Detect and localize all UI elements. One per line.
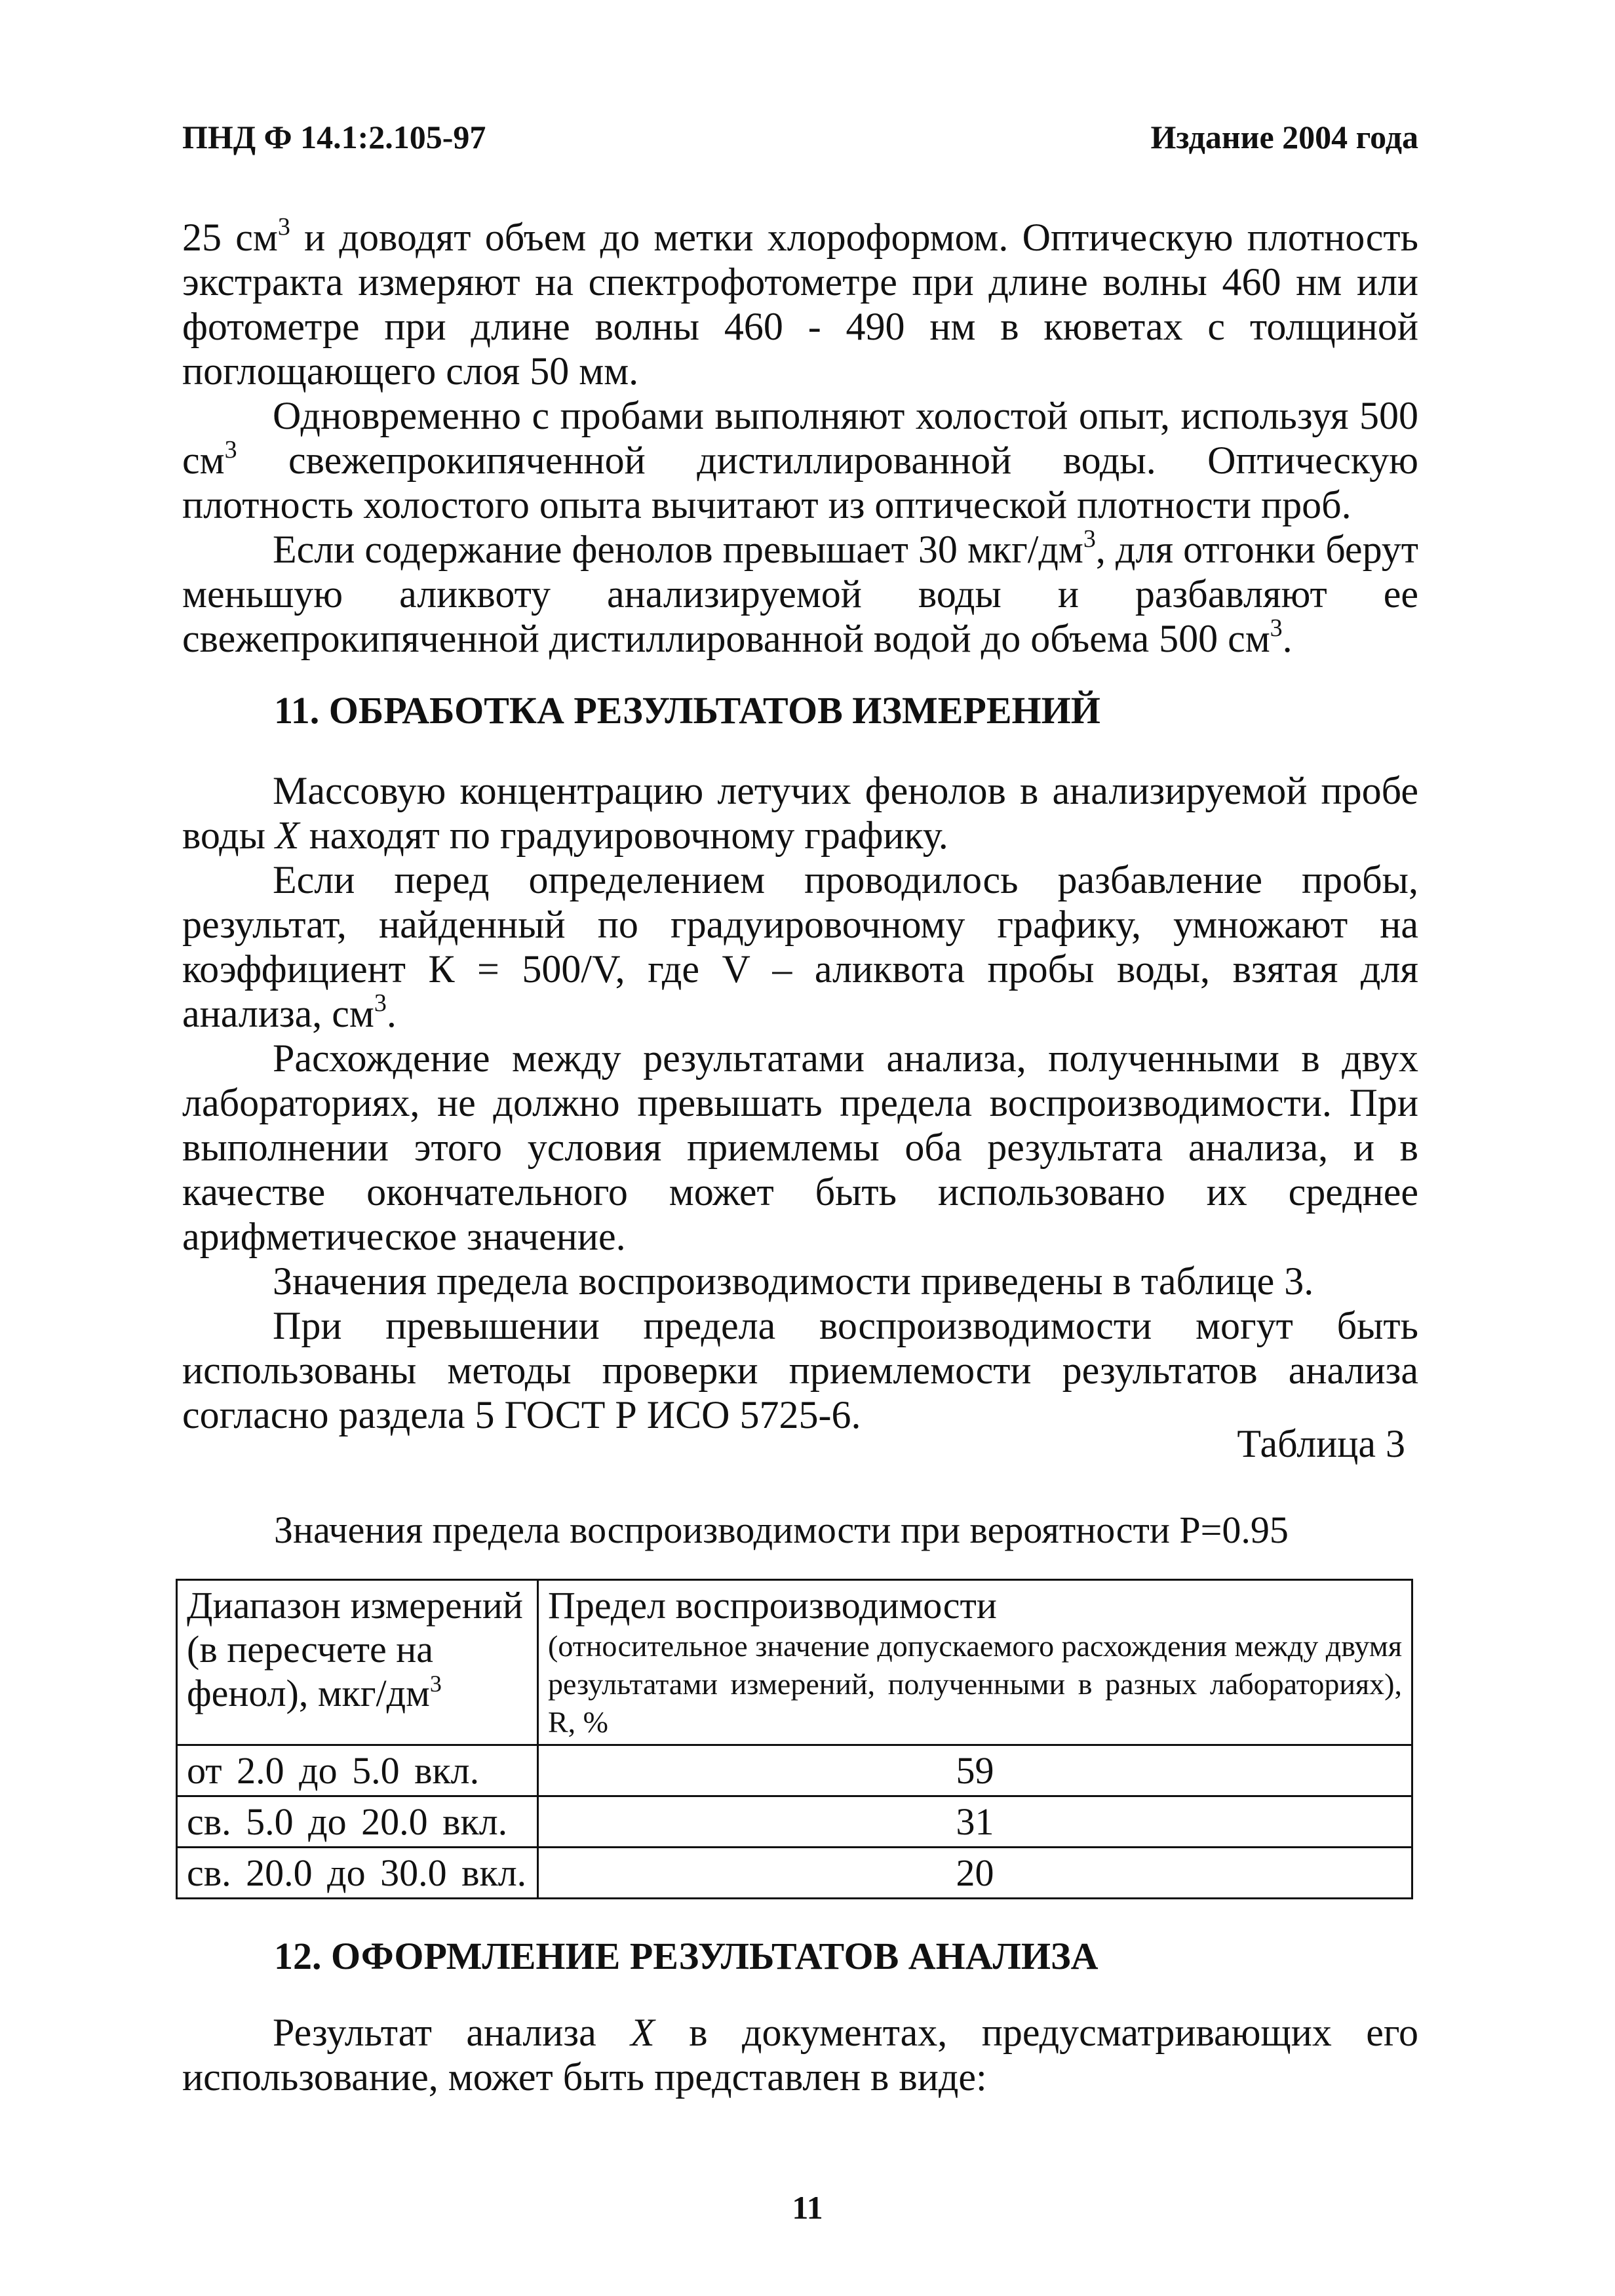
table-row xyxy=(177,1745,1412,1796)
document-code: ПНД Ф 14.1:2.105-97 xyxy=(182,119,486,155)
section-11-paragraph-2: Если перед определением проводилось разбавление пробы, результат, найденный по градуировочному графику, умножают на коэффициент К = 500/V, где V – аликвота пробы воды, взятая для анализа, $см^3$. xyxy=(182,858,1418,1035)
section-11-paragraph-5: При превышении предела воспроизводимости могут быть использованы методы проверки приемлемости результатов анализа согласно раздела 5 ГОСТ Р ИСО 5725-6. xyxy=(182,1304,1418,1436)
table-header-row xyxy=(177,1580,1412,1745)
section-11-paragraph-3: Расхождение между результатами анализа, полученными в двух лабораториях, не должно превышать предела воспроизводимости. При выполнении этого условия приемлемы оба результата анализа, и в качестве окончательного может быть использовано их среднее арифметическое значение. xyxy=(182,1037,1418,1258)
column-header-limit xyxy=(538,1580,1412,1745)
value-cell: 31 xyxy=(538,1796,1412,1848)
range-cell: от 2.0 до 5.0 вкл. xyxy=(187,1749,480,1792)
table-row xyxy=(177,1848,1412,1899)
variable-x: X xyxy=(275,814,300,857)
section-12-heading: 12. ОФОРМЛЕНИЕ РЕЗУЛЬТАТОВ АНАЛИЗА xyxy=(274,1935,1099,1977)
intro-block xyxy=(182,215,1418,661)
range-cell: св. 20.0 до 30.0 вкл. xyxy=(187,1851,527,1894)
table-label: Таблица 3 xyxy=(1237,1422,1405,1465)
page-number: 11 xyxy=(792,2189,823,2226)
section-12-body xyxy=(182,2010,1418,2099)
value-cell: 59 xyxy=(538,1745,1412,1796)
column-header-limit-title: Предел воспроизводимости xyxy=(548,1584,997,1627)
intro-paragraph-3: Если содержание фенолов превышает 30 мкг/$дм^3$, для отгонки берут меньшую аликвоту анализируемой воды и разбавляют ее свежепрокипяченной дистиллированной водой до объема 500 $см^3$. xyxy=(182,525,1418,660)
reproducibility-table xyxy=(176,1579,1413,1899)
variable-x: X xyxy=(631,2011,655,2054)
edition-label: Издание 2004 года xyxy=(1150,119,1418,155)
section-11-paragraph-1: Массовую концентрацию летучих фенолов в анализируемой пробе воды X находят по градуировочному графику. xyxy=(182,769,1418,857)
column-header-range: Диапазон измерений (в пересчете на фенол), мкг/$дм^3$ xyxy=(177,1580,538,1745)
section-11-body xyxy=(182,768,1418,1437)
column-header-limit-note: (относительное значение допускаемого расхождения между двумя результатами измерений, полученными в разных лабораториях), R, % xyxy=(548,1629,1402,1739)
table-row xyxy=(177,1796,1412,1848)
value-cell: 20 xyxy=(538,1848,1412,1899)
intro-paragraph-1: 25 $см^3$ и доводят объем до метки хлороформом. Оптическую плотность экстракта измеряют на спектрофотометре при длине волны 460 нм или фотометре при длине волны 460 - 490 нм в кюветах с толщиной поглощающего слоя 50 мм. xyxy=(182,213,1418,393)
section-12-paragraph-1: Результат анализа X в документах, предусматривающих его использование, может быть представлен в виде: xyxy=(182,2011,1418,2099)
range-cell: св. 5.0 до 20.0 вкл. xyxy=(187,1800,508,1843)
table-caption: Значения предела воспроизводимости при вероятности P=0.95 xyxy=(274,1509,1289,1551)
intro-paragraph-2: Одновременно с пробами выполняют холостой опыт, используя 500 $см^3$ свежепрокипяченной дистиллированной воды. Оптическую плотность холостого опыта вычитают из оптической плотности проб. xyxy=(182,394,1418,526)
section-11-heading: 11. ОБРАБОТКА РЕЗУЛЬТАТОВ ИЗМЕРЕНИЙ xyxy=(274,689,1100,732)
section-11-paragraph-4: Значения предела воспроизводимости приведены в таблице 3. xyxy=(273,1259,1314,1303)
